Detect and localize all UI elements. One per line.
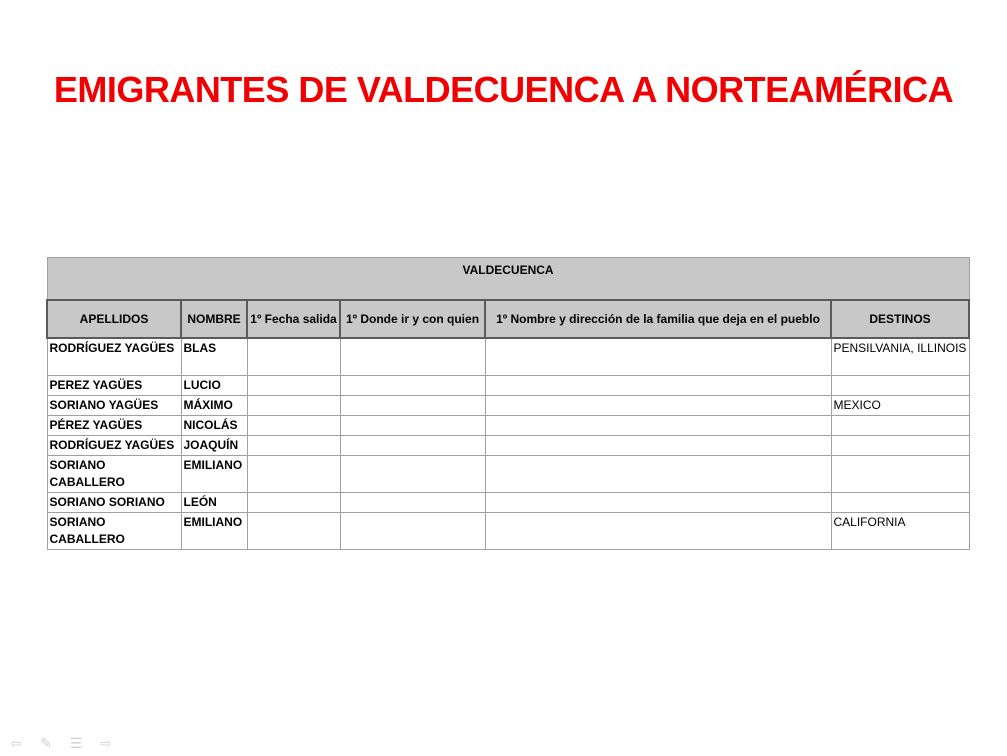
column-header-familia: 1º Nombre y dirección de la familia que deja en el pueblo [485, 300, 831, 338]
table-row [47, 436, 969, 456]
cell-donde-ir [340, 376, 485, 396]
pen-icon[interactable]: ✎ [40, 735, 52, 751]
cell-familia [485, 493, 831, 513]
column-header-destinos: DESTINOS [831, 300, 969, 338]
column-header-apellidos: APELLIDOS [47, 300, 181, 338]
menu-icon[interactable]: ☰ [69, 735, 83, 751]
cell-nombre: NICOLÁS [181, 416, 247, 436]
cell-apellidos: RODRÍGUEZ YAGÜES [47, 436, 181, 456]
cell-destinos: CALIFORNIA [831, 513, 969, 550]
cell-familia [485, 376, 831, 396]
cell-apellidos: PEREZ YAGÜES [47, 376, 181, 396]
cell-apellidos: SORIANO CABALLERO [47, 513, 181, 550]
arrow-right-icon[interactable]: ⇨ [100, 735, 112, 751]
table-row [47, 513, 969, 550]
cell-nombre: EMILIANO [181, 513, 247, 550]
cell-donde-ir [340, 436, 485, 456]
cell-fecha-salida [247, 396, 340, 416]
cell-donde-ir [340, 416, 485, 436]
arrow-left-icon[interactable]: ⇦ [10, 735, 22, 751]
cell-donde-ir [340, 338, 485, 376]
cell-fecha-salida [247, 493, 340, 513]
cell-apellidos: RODRÍGUEZ YAGÜES [47, 338, 181, 376]
table-row [47, 493, 969, 513]
cell-nombre: LUCIO [181, 376, 247, 396]
cell-destinos [831, 456, 969, 493]
cell-familia [485, 338, 831, 376]
table-row [47, 456, 969, 493]
cell-destinos [831, 416, 969, 436]
table-caption: VALDECUENCA [47, 258, 969, 301]
cell-familia [485, 456, 831, 493]
cell-apellidos: PÉREZ YAGÜES [47, 416, 181, 436]
cell-donde-ir [340, 493, 485, 513]
cell-donde-ir [340, 513, 485, 550]
cell-nombre: BLAS [181, 338, 247, 376]
cell-destinos [831, 376, 969, 396]
cell-nombre: MÁXIMO [181, 396, 247, 416]
cell-destinos: PENSILVANIA, ILLINOIS [831, 338, 969, 376]
table-row [47, 338, 969, 376]
cell-familia [485, 513, 831, 550]
cell-fecha-salida [247, 436, 340, 456]
cell-apellidos: SORIANO CABALLERO [47, 456, 181, 493]
cell-apellidos: SORIANO SORIANO [47, 493, 181, 513]
page-title: EMIGRANTES DE VALDECUENCA A NORTEAMÉRICA [53, 69, 954, 110]
cell-destinos [831, 493, 969, 513]
cell-familia [485, 416, 831, 436]
cell-destinos [831, 436, 969, 456]
table-row [47, 376, 969, 396]
cell-familia [485, 436, 831, 456]
cell-apellidos: SORIANO YAGÜES [47, 396, 181, 416]
cell-donde-ir [340, 456, 485, 493]
column-header-nombre: NOMBRE [181, 300, 247, 338]
column-header-donde-ir: 1º Donde ir y con quien [340, 300, 485, 338]
cell-fecha-salida [247, 416, 340, 436]
cell-fecha-salida [247, 513, 340, 550]
cell-nombre: LEÓN [181, 493, 247, 513]
emigrants-table-container [46, 257, 968, 550]
emigrants-table [46, 257, 970, 550]
cell-nombre: JOAQUÍN [181, 436, 247, 456]
table-header-row [47, 300, 969, 338]
cell-fecha-salida [247, 338, 340, 376]
column-header-fecha-salida: 1º Fecha salida [247, 300, 340, 338]
cell-fecha-salida [247, 376, 340, 396]
cell-nombre: EMILIANO [181, 456, 247, 493]
cell-donde-ir [340, 396, 485, 416]
cell-familia [485, 396, 831, 416]
table-row [47, 396, 969, 416]
table-row [47, 416, 969, 436]
slide-nav-controls [6, 735, 116, 752]
cell-fecha-salida [247, 456, 340, 493]
cell-destinos: MEXICO [831, 396, 969, 416]
